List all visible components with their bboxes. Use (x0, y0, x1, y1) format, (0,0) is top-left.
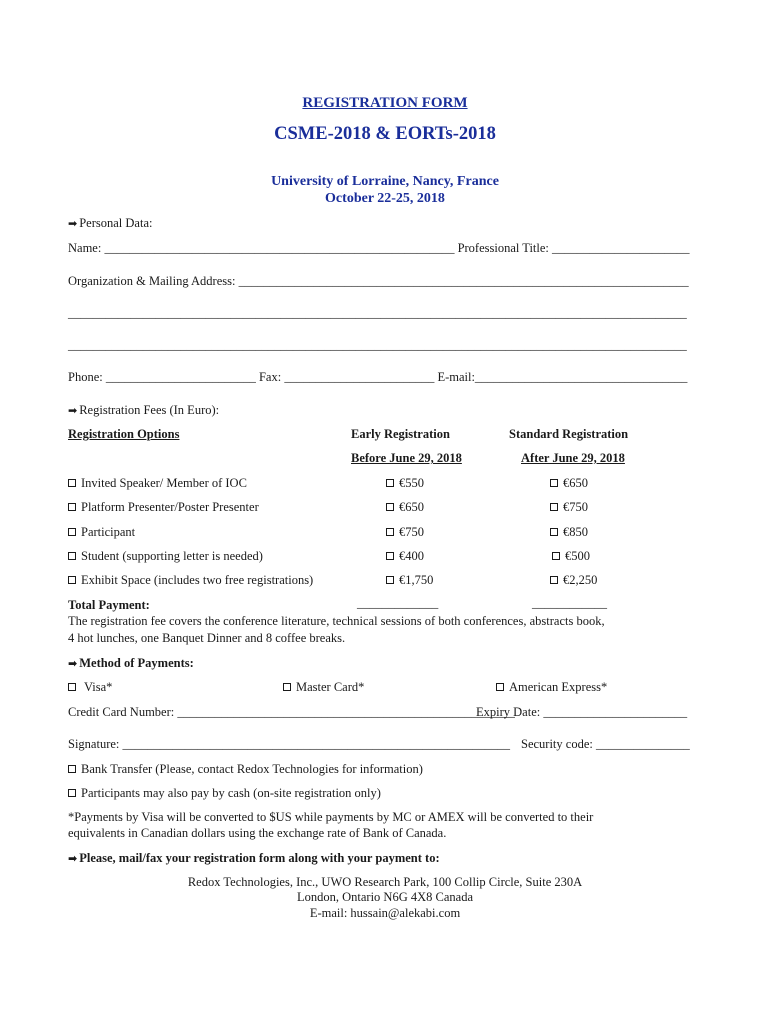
fee-early-exhibit[interactable] (386, 573, 433, 588)
checkbox-icon[interactable] (283, 683, 291, 691)
fee-value: €2,250 (563, 573, 598, 587)
contact-email: E-mail: hussain@alekabi.com (309, 906, 461, 920)
fee-value: €850 (563, 525, 588, 539)
checkbox-icon[interactable] (68, 528, 76, 536)
fee-early-presenter[interactable] (386, 500, 424, 515)
checkbox-icon[interactable] (386, 503, 394, 511)
checkbox-icon[interactable] (550, 503, 558, 511)
personal-data-label: Personal Data: (79, 216, 153, 230)
credit-card-number-field[interactable]: Credit Card Number: ______________________________________________________ (68, 705, 515, 719)
checkbox-icon[interactable] (68, 765, 76, 773)
fees-heading-label: Registration Fees (In Euro): (79, 403, 220, 417)
checkbox-icon[interactable] (68, 552, 76, 560)
fee-value: €650 (399, 500, 424, 514)
col-standard-registration: Standard Registration (509, 427, 629, 441)
checkbox-icon[interactable] (68, 576, 76, 584)
address-line-2[interactable]: ___________________________________________________________________________________________________ (68, 306, 687, 320)
bank-transfer-label: Bank Transfer (Please, contact Redox Technologies for information) (81, 762, 423, 776)
fee-early-invited-speaker[interactable] (386, 476, 424, 491)
event-title: CSME-2018 & EORTs-2018 (274, 124, 496, 144)
arrow-right-icon: ➡ (68, 217, 78, 230)
col-early-date: Before June 29, 2018 (351, 451, 462, 465)
name-title-field[interactable]: Name: ________________________________________________________ Professional Title: ______________________ (68, 241, 690, 255)
fee-standard-student[interactable] (552, 549, 590, 564)
checkbox-icon[interactable] (550, 479, 558, 487)
payment-footnote-2: equivalents in Canadian dollars using the exchange rate of Bank of Canada. (68, 826, 447, 840)
total-standard-field[interactable]: ____________ (532, 596, 607, 610)
fee-standard-presenter[interactable] (550, 500, 588, 515)
expiry-date-field[interactable]: Expiry Date: _______________________ (476, 705, 688, 719)
organization-address-field[interactable]: Organization & Mailing Address: ________________________________________________________________________ (68, 274, 689, 288)
option-label: Platform Presenter/Poster Presenter (81, 500, 259, 514)
fee-value: €500 (565, 549, 590, 563)
fee-early-participant[interactable] (386, 525, 424, 540)
option-label: Student (supporting letter is needed) (81, 549, 263, 563)
address-line-3[interactable]: ___________________________________________________________________________________________________ (68, 338, 687, 352)
checkbox-icon[interactable] (496, 683, 504, 691)
bank-transfer-option[interactable] (68, 762, 423, 777)
payment-heading (68, 656, 194, 671)
checkbox-icon[interactable] (386, 528, 394, 536)
checkbox-icon[interactable] (68, 789, 76, 797)
fee-option-student[interactable] (68, 549, 263, 564)
event-dates: October 22-25, 2018 (325, 191, 445, 206)
fee-value: €550 (399, 476, 424, 490)
form-title: REGISTRATION FORM (302, 95, 468, 111)
checkbox-icon[interactable] (386, 576, 394, 584)
arrow-right-icon: ➡ (68, 852, 78, 865)
checkbox-icon[interactable] (68, 683, 76, 691)
checkbox-icon[interactable] (550, 528, 558, 536)
checkbox-icon[interactable] (552, 552, 560, 560)
fee-option-invited-speaker[interactable] (68, 476, 247, 491)
cash-option[interactable] (68, 786, 381, 801)
col-registration-options: Registration Options (68, 427, 180, 441)
fee-value: €750 (399, 525, 424, 539)
checkbox-icon[interactable] (386, 552, 394, 560)
arrow-right-icon: ➡ (68, 404, 78, 417)
fee-option-presenter[interactable] (68, 500, 259, 515)
venue: University of Lorraine, Nancy, France (271, 174, 499, 189)
fee-note-line-2: 4 hot lunches, one Banquet Dinner and 8 coffee breaks. (68, 631, 346, 645)
security-code-field[interactable]: Security code: _______________ (521, 737, 690, 751)
mastercard-option[interactable] (283, 680, 364, 695)
checkbox-icon[interactable] (68, 479, 76, 487)
fee-standard-invited-speaker[interactable] (550, 476, 588, 491)
col-early-registration: Early Registration (351, 427, 450, 441)
signature-field[interactable]: Signature: ______________________________________________________________ (68, 737, 511, 751)
checkbox-icon[interactable] (386, 479, 394, 487)
visa-label: Visa* (84, 680, 113, 694)
fee-standard-participant[interactable] (550, 525, 588, 540)
col-standard-date: After June 29, 2018 (521, 451, 625, 465)
fee-standard-exhibit[interactable] (550, 573, 597, 588)
fee-early-student[interactable] (386, 549, 424, 564)
payment-footnote-1: *Payments by Visa will be converted to $US while payments by MC or AMEX will be converted to their (68, 810, 594, 824)
fee-option-exhibit[interactable] (68, 573, 313, 588)
cash-label: Participants may also pay by cash (on-site registration only) (81, 786, 381, 800)
mailing-heading-label: Please, mail/fax your registration form along with your payment to: (79, 851, 440, 865)
payment-heading-label: Method of Payments: (79, 656, 194, 670)
contact-fields[interactable]: Phone: ________________________ Fax: ________________________ E-mail:__________________________________ (68, 370, 688, 384)
fees-heading (68, 403, 219, 418)
address-line-1: Redox Technologies, Inc., UWO Research Park, 100 Collip Circle, Suite 230A (187, 875, 583, 889)
address-line-2: London, Ontario N6G 4X8 Canada (296, 890, 473, 904)
fee-option-participant[interactable] (68, 525, 135, 540)
mastercard-label: Master Card* (296, 680, 365, 694)
fee-value: €750 (563, 500, 588, 514)
checkbox-icon[interactable] (550, 576, 558, 584)
option-label: Invited Speaker/ Member of IOC (81, 476, 247, 490)
fee-value: €1,750 (399, 573, 434, 587)
amex-label: American Express* (509, 680, 608, 694)
mailing-heading (68, 851, 440, 866)
fee-note-line-1: The registration fee covers the conference literature, technical sessions of both conferences, abstracts book, (68, 614, 605, 628)
total-early-field[interactable]: _____________ (357, 596, 439, 610)
fee-value: €650 (563, 476, 588, 490)
personal-data-heading (68, 216, 152, 231)
fee-value: €400 (399, 549, 424, 563)
option-label: Exhibit Space (includes two free registrations) (81, 573, 314, 587)
amex-option[interactable] (496, 680, 607, 695)
visa-option[interactable] (68, 680, 112, 695)
option-label: Participant (81, 525, 136, 539)
arrow-right-icon: ➡ (68, 657, 78, 670)
total-payment-label: Total Payment: (68, 598, 150, 612)
checkbox-icon[interactable] (68, 503, 76, 511)
